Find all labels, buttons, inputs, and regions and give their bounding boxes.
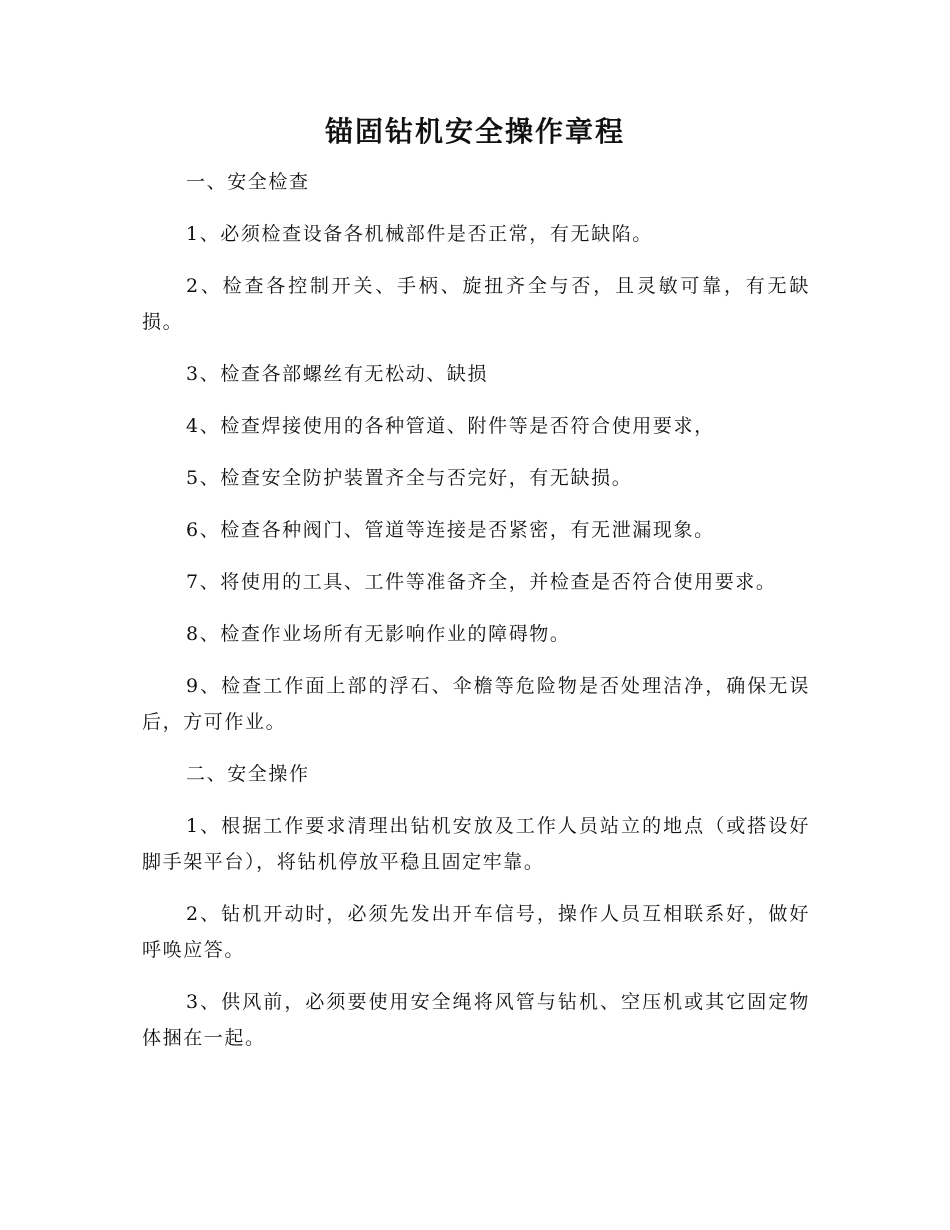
paragraph: 5、检查安全防护装置齐全与否完好，有无缺损。: [186, 467, 633, 489]
section-heading-safety-operation: 二、安全操作: [186, 763, 310, 785]
paragraph: 8、检查作业场所有无影响作业的障碍物。: [186, 623, 571, 645]
paragraph: 2、检查各控制开关、手柄、旋扭齐全与否，且灵敏可靠，有无缺损。: [142, 275, 810, 333]
paragraph: 3、供风前，必须要使用安全绳将风管与钻机、空压机或其它固定物体捆在一起。: [142, 991, 810, 1049]
document-title: 锚固钻机安全操作章程: [324, 115, 625, 148]
section-heading-safety-inspection: 一、安全检查: [186, 171, 310, 193]
paragraph: 4、检查焊接使用的各种管道、附件等是否符合使用要求，: [186, 415, 715, 437]
paragraph: 6、检查各种阀门、管道等连接是否紧密，有无泄漏现象。: [186, 519, 715, 541]
paragraph: 7、将使用的工具、工件等准备齐全，并检查是否符合使用要求。: [186, 571, 777, 593]
paragraph: 1、根据工作要求清理出钻机安放及工作人员站立的地点（或搭设好脚手架平台），将钻机停放平稳且固定牢靠。: [142, 815, 810, 873]
paragraph: 2、钻机开动时，必须先发出开车信号，操作人员互相联系好，做好呼唤应答。: [142, 903, 810, 961]
paragraph: 3、检查各部螺丝有无松动、缺损: [186, 363, 489, 385]
paragraph: 1、必须检查设备各机械部件是否正常，有无缺陷。: [186, 223, 653, 245]
paragraph: 9、检查工作面上部的浮石、伞檐等危险物是否处理洁净，确保无误后，方可作业。: [142, 675, 810, 733]
document-body: [142, 164, 810, 1072]
